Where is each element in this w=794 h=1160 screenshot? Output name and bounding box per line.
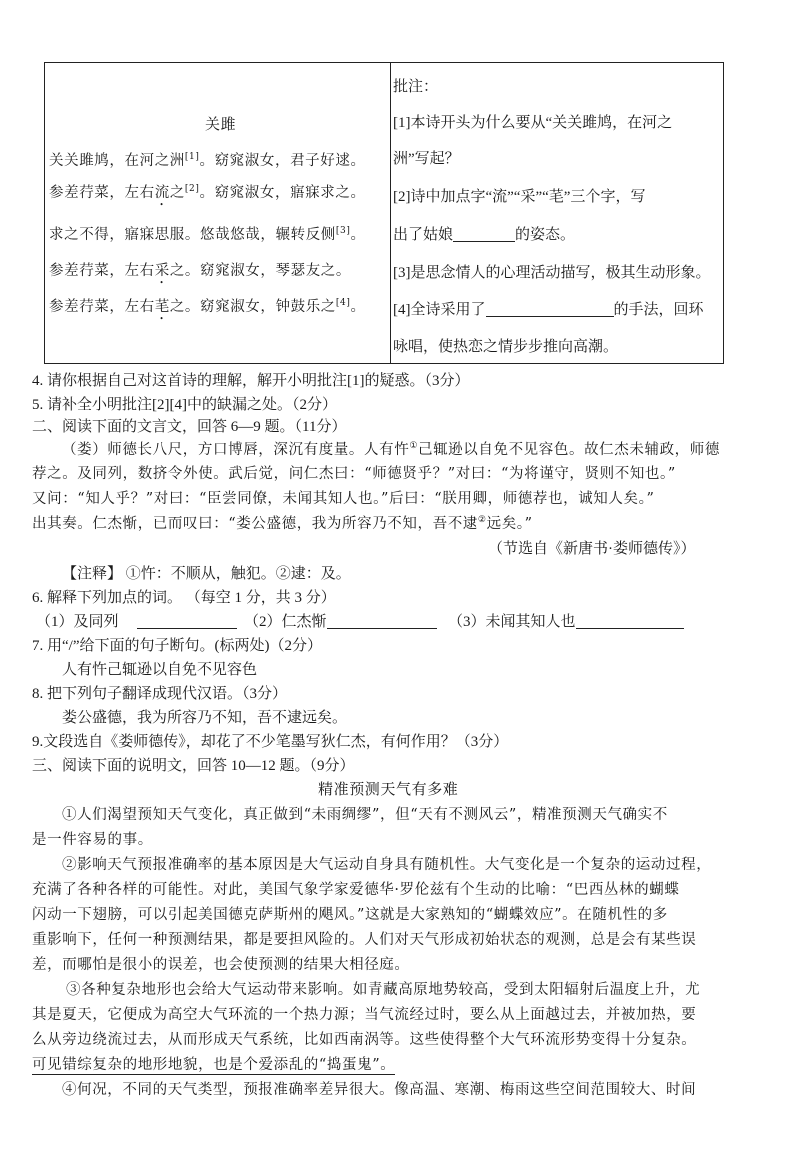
note-4a-pre: [4]全诗采用了: [393, 302, 486, 318]
question-5: 5. 请补全小明批注[2][4]中的缺漏之处。（2分）: [32, 397, 337, 413]
q6-blank-1[interactable]: [137, 614, 237, 629]
note-2b-post: 的姿态。: [515, 227, 576, 243]
poem-title: 关雎: [205, 115, 237, 133]
note-4b: 咏唱，使热恋之情步步推向高潮。: [393, 339, 619, 355]
article-p3c: 么从旁边绕流过去，从而形成天气系统，比如西南涡等。这些使得整个大气环流形势变得十分复杂。: [32, 1032, 697, 1048]
q6-item-3-label: （3）未闻其知人也: [448, 614, 576, 630]
notes-heading: 批注：: [393, 79, 439, 95]
article-p2c: 闪动一下翅膀，可以引起美国德克萨斯州的飓风。”这就是大家熟知的“蝴蝶效应”。在随机性的多: [32, 907, 668, 923]
q6-item-1: [36, 610, 237, 631]
note-2b-pre: 出了姑娘: [393, 227, 454, 243]
article-p2b: 充满了各种各样的可能性。对此，美国气象学家爱德华·罗伦兹有个生动的比喻：“巴西丛林的蝴蝶: [32, 882, 680, 898]
q6-item-2-label: （2）仁杰惭: [244, 614, 327, 630]
classical-line-4a: 出其奏。仁杰惭，已而叹曰：“娄公盛德，我为所容乃不知，吾不逮: [32, 516, 478, 532]
classical-line-3: 又问：“知人乎？”对曰：“臣尝同僚，未闻其知人也。”后曰：“朕用卿，师德荐也，诚知人矣。”: [32, 491, 655, 507]
q6-item-3: [448, 610, 684, 631]
classical-line-1b: 己辄逊以自免不见容色。故仁杰未辅政，师德: [417, 442, 720, 458]
note-3: [3]是思念情人的心理活动描写，极其生动形象。: [393, 265, 711, 281]
poem-line-3: 求之不得，寤寐思服。悠哉悠哉，辗转反侧[3]。: [49, 226, 366, 243]
question-8: 8. 把下列句子翻译成现代汉语。（3分）: [32, 686, 288, 702]
note-2a: [2]诗中加点字“流”“采”“芼”三个字，写: [393, 189, 646, 205]
poem-line-5: 参差荇菜，左右芼之。窈窕淑女，钟鼓乐之[4]。: [49, 298, 366, 315]
section-2-heading: 二、阅读下面的文言文，回答 6—9 题。（11分）: [32, 419, 347, 435]
section-3-heading: 三、阅读下面的说明文，回答 10—12 题。（9分）: [32, 758, 355, 774]
poem-line-1: 关关雎鸠，在河之洲[1]。窈窕淑女，君子好逑。: [49, 152, 366, 169]
note-1a: [1]本诗开头为什么要从“关关雎鸠，在河之: [393, 115, 673, 131]
article-p2a: ②影响天气预报准确率的基本原因是大气运动自身具有随机性。大气变化是一个复杂的运动过程，: [62, 857, 712, 873]
poem-line-2: 参差荇菜，左右流之[2]。窈窕淑女，寤寐求之。: [49, 184, 366, 201]
ref-1: ①: [409, 441, 418, 451]
classical-line-4: [32, 512, 533, 533]
article-title: 精准预测天气有多难: [318, 780, 459, 798]
article-p3b: 其是夏天，它便成为高空大气环流的一个热力源；当气流经过时，要么从上面越过去，并被加热，要: [32, 1007, 697, 1023]
note-4a: [393, 298, 704, 319]
article-p1a: ①人们渴望预知天气变化，真正做到“未雨绸缪”，但“天有不测风云”，精准预测天气确实不: [62, 807, 668, 823]
poem-cell: [45, 63, 391, 363]
q7-sentence: 人有忤己辄逊以自免不见容色: [62, 662, 258, 678]
question-9: 9.文段选自《娄师德传》，却花了不少笔墨写狄仁杰，有何作用？（3分）: [32, 734, 509, 750]
classical-line-1a: （娄）师德长八尺，方口博唇，深沉有度量。人有忤: [62, 442, 410, 458]
article-p2e: 差，而哪怕是很小的误差，也会使预测的结果大相径庭。: [32, 957, 410, 973]
article-p2d: 重影响下，任何一种预测结果，都是要担风险的。人们对天气形成初始状态的观测，总是会有某些误: [32, 932, 697, 948]
poem-line-4: 参差荇菜，左右采之。窈窕淑女，琴瑟友之。: [49, 263, 352, 279]
question-6: 6. 解释下列加点的词。 （每空 1 分，共 3 分）: [32, 590, 336, 606]
question-4: 4. 请你根据自己对这首诗的理解，解开小明批注[1]的疑惑。（3分）: [32, 373, 470, 389]
note-4a-post: 的手法，回环: [613, 302, 704, 318]
article-p4a: ④何况，不同的天气类型，预报准确率差异很大。像高温、寒潮、梅雨这些空间范围较大、时间: [62, 1082, 697, 1098]
ref-2: ②: [477, 515, 487, 525]
question-7: 7. 用“/”给下面的句子断句。(标两处)（2分）: [32, 638, 322, 654]
classical-source: （节选自《新唐书·娄师德传》）: [488, 541, 696, 557]
article-p3d: 可见错综复杂的地形地貌，也是个爱添乱的“捣蛋鬼”。: [32, 1053, 395, 1075]
classical-line-1: [62, 438, 720, 459]
q6-blank-3[interactable]: [576, 614, 684, 629]
classical-line-2: 荐之。及同列，数挤令外使。武后觉，问仁杰曰：“师德贤乎？”对曰：“为将谨守，贤则不知也。”: [32, 466, 676, 482]
note-2b: [393, 223, 575, 244]
q6-item-2: [244, 610, 437, 631]
note-1b: 洲”写起？: [393, 151, 460, 167]
notes-cell: [391, 63, 723, 363]
article-p1b: 是一件容易的事。: [32, 832, 153, 848]
blank-4[interactable]: [486, 302, 614, 317]
blank-2[interactable]: [453, 227, 515, 242]
classical-line-4b: 远矣。”: [486, 516, 533, 532]
q6-blank-2[interactable]: [327, 614, 437, 629]
article-p3a: ③各种复杂地形也会给大气运动带来影响。如青藏高原地势较高，受到太阳辐射后温度上升，尤: [66, 982, 701, 998]
q8-sentence: 娄公盛德，我为所容乃不知，吾不逮远矣。: [62, 710, 348, 726]
poem-table: [44, 62, 724, 364]
annotation: 【注释】 ①忤：不顺从，触犯。②逮：及。: [62, 566, 351, 582]
q6-item-1-label: （1）及同列: [36, 614, 119, 630]
